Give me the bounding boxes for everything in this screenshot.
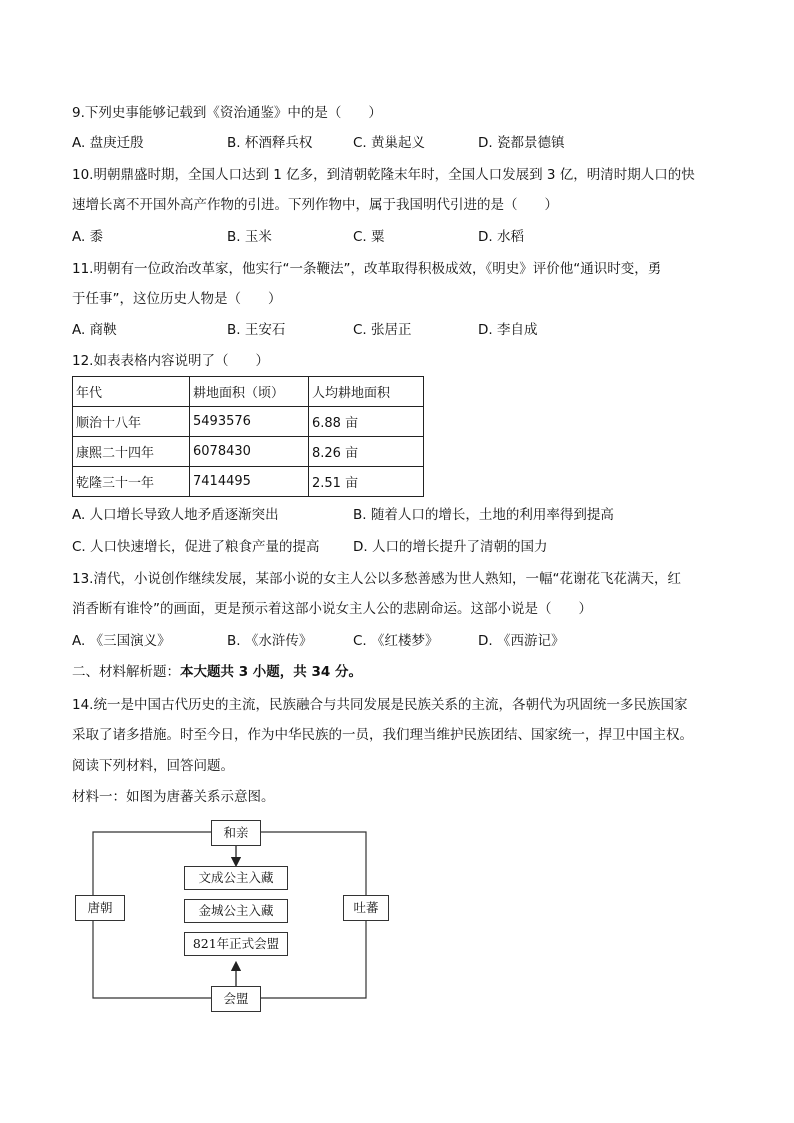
diagram-event-jincheng: 金城公主入藏 xyxy=(184,899,288,923)
q13-option-a: A. 《三国演义》 xyxy=(72,633,171,649)
table-cell: 7414495 xyxy=(190,467,309,497)
section-heading-prefix: 二、材料解析题： xyxy=(72,664,180,680)
q11-option-c: C. 张居正 xyxy=(353,322,412,338)
q10-option-c: C. 粟 xyxy=(353,229,385,245)
section-heading-detail: 本大题共 3 小题，共 34 分。 xyxy=(180,664,362,680)
q13-stem-line1: 13.清代，小说创作继续发展，某部小说的女主人公以多愁善感为世人熟知，一幅“花谢花飞花满天，红 xyxy=(72,571,681,587)
q14-line3: 阅读下列材料，回答问题。 xyxy=(72,758,234,774)
q11-stem-line1: 11.明朝有一位政治改革家，他实行“一条鞭法”，改革取得积极成效，《明史》评价他“通识时变，勇 xyxy=(72,261,662,277)
table-header-cell: 人均耕地面积 xyxy=(309,377,424,407)
q9-option-a: A. 盘庚迁殷 xyxy=(72,135,144,151)
table-header-cell: 耕地面积（顷） xyxy=(190,377,309,407)
q13-option-c: C. 《红楼梦》 xyxy=(353,633,439,649)
table-header-cell: 年代 xyxy=(73,377,190,407)
q9-stem: 9.下列史事能够记载到《资治通鉴》中的是（ ） xyxy=(72,105,382,121)
q12-option-b: B. 随着人口的增长，土地的利用率得到提高 xyxy=(353,507,614,523)
diagram-node-tang: 唐朝 xyxy=(75,895,125,921)
q14-line2: 采取了诸多措施。时至今日，作为中华民族的一员，我们理当维护民族团结、国家统一，捍卫中国主权。 xyxy=(72,727,693,743)
diagram-node-heqin: 和亲 xyxy=(211,820,261,846)
diagram-node-huimeng: 会盟 xyxy=(211,986,261,1012)
q11-option-b: B. 王安石 xyxy=(227,322,286,338)
q12-option-a: A. 人口增长导致人地矛盾逐渐突出 xyxy=(72,507,279,523)
q10-option-a: A. 黍 xyxy=(72,229,104,245)
q10-stem-line2: 速增长离不开国外高产作物的引进。下列作物中，属于我国明代引进的是（ ） xyxy=(72,197,558,213)
diagram-event-wencheng: 文成公主入藏 xyxy=(184,866,288,890)
table-cell: 顺治十八年 xyxy=(73,407,190,437)
q9-option-d: D. 瓷都景德镇 xyxy=(478,135,565,151)
q12-stem: 12.如表表格内容说明了（ ） xyxy=(72,353,269,369)
q12-option-d: D. 人口的增长提升了清朝的国力 xyxy=(353,539,548,555)
q14-material1: 材料一：如图为唐蕃关系示意图。 xyxy=(72,789,275,805)
q9-option-b: B. 杯酒释兵权 xyxy=(227,135,313,151)
q12-option-c: C. 人口快速增长，促进了粮食产量的提高 xyxy=(72,539,320,555)
table-cell: 2.51 亩 xyxy=(309,467,424,497)
q13-option-b: B. 《水浒传》 xyxy=(227,633,313,649)
table-cell: 5493576 xyxy=(190,407,309,437)
q10-option-d: D. 水稻 xyxy=(478,229,524,245)
q11-option-d: D. 李自成 xyxy=(478,322,538,338)
q9-option-c: C. 黄巢起义 xyxy=(353,135,426,151)
q13-stem-line2: 消香断有谁怜”的画面，更是预示着这部小说女主人公的悲剧命运。这部小说是（ ） xyxy=(72,601,592,617)
q10-stem-line1: 10.明朝鼎盛时期，全国人口达到 1 亿多，到清朝乾隆末年时，全国人口发展到 3 亿，明清时期人口的快 xyxy=(72,167,695,183)
q14-line1: 14.统一是中国古代历史的主流，民族融合与共同发展是民族关系的主流，各朝代为巩固统一多民族国家 xyxy=(72,697,688,713)
table-cell: 6078430 xyxy=(190,437,309,467)
table-cell: 6.88 亩 xyxy=(309,407,424,437)
diagram-event-821-alliance: 821年正式会盟 xyxy=(184,932,288,956)
table-cell: 康熙二十四年 xyxy=(73,437,190,467)
table-cell: 乾隆三十一年 xyxy=(73,467,190,497)
q11-option-a: A. 商鞅 xyxy=(72,322,117,338)
q10-option-b: B. 玉米 xyxy=(227,229,272,245)
q11-stem-line2: 于任事”，这位历史人物是（ ） xyxy=(72,291,282,307)
table-cell: 8.26 亩 xyxy=(309,437,424,467)
diagram-node-tubo: 吐蕃 xyxy=(343,895,389,921)
q13-option-d: D. 《西游记》 xyxy=(478,633,565,649)
